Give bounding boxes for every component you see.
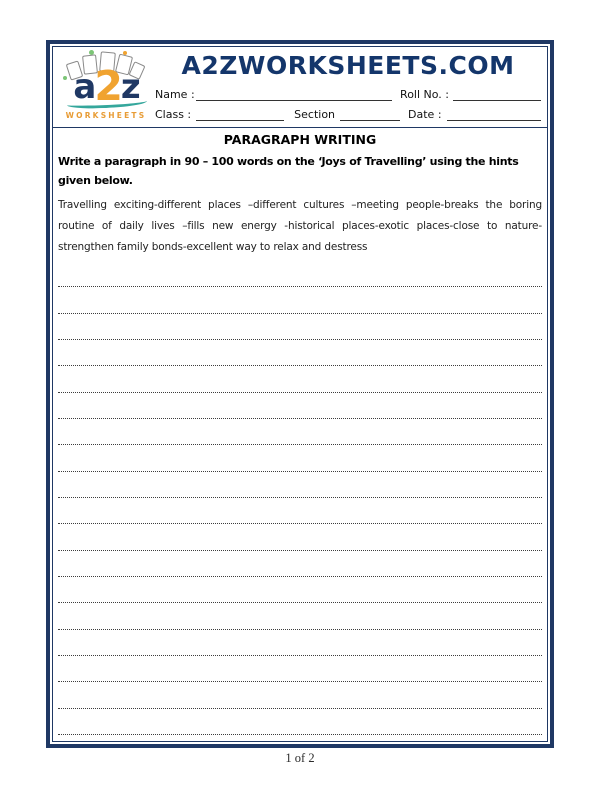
logo-swoosh (67, 97, 147, 110)
header (53, 47, 547, 128)
section-label: Section (294, 107, 336, 121)
writing-line (58, 287, 542, 313)
page-number: 1 of 2 (285, 751, 315, 765)
logo-letter-2: 2 (94, 62, 121, 110)
task-instruction: Write a paragraph in 90 – 100 words on the ‘Joys of Travelling’ using the hints given below. (58, 155, 519, 187)
writing-line (58, 261, 542, 287)
site-title: A2ZWORKSHEETS.COM (181, 51, 515, 80)
logo-subtitle: WORKSHEETS (65, 111, 147, 120)
writing-line (58, 524, 542, 550)
page-inner-border (52, 46, 548, 742)
logo-letter-a: a (73, 67, 95, 107)
class-label: Class : (155, 107, 192, 121)
writing-line (58, 656, 542, 682)
writing-line (58, 498, 542, 524)
roll-no-label: Roll No. : (400, 87, 449, 101)
header-right (153, 50, 541, 125)
writing-lines (58, 261, 542, 741)
a2z-logo (59, 50, 153, 125)
name-roll-row (155, 88, 541, 101)
date-label: Date : (408, 107, 442, 121)
logo-letter-z: z (120, 67, 139, 107)
page-border (46, 40, 554, 748)
class-section-date-row (155, 108, 541, 121)
section-blank (340, 108, 400, 121)
writing-line (58, 551, 542, 577)
writing-line (58, 366, 542, 392)
writing-line (58, 419, 542, 445)
writing-line (58, 445, 542, 471)
writing-line (58, 472, 542, 498)
writing-line (58, 603, 542, 629)
writing-line (58, 314, 542, 340)
date-blank (447, 108, 541, 121)
writing-line (58, 577, 542, 603)
writing-line (58, 682, 542, 708)
writing-line (58, 630, 542, 656)
name-blank (196, 88, 392, 101)
hints-text: Travelling exciting-different places –different cultures –meeting people-breaks the boring routine of daily lives –fills new energy -historical places-exotic places-close to nature-strengthen family bonds-excellent way to relax and destress (58, 199, 542, 253)
writing-line (58, 340, 542, 366)
roll-no-blank (453, 88, 541, 101)
worksheet-title: PARAGRAPH WRITING (223, 132, 377, 147)
writing-line (58, 393, 542, 419)
name-label: Name : (155, 87, 195, 101)
writing-line (58, 709, 542, 735)
class-blank (196, 108, 284, 121)
worksheet-body (53, 128, 547, 741)
